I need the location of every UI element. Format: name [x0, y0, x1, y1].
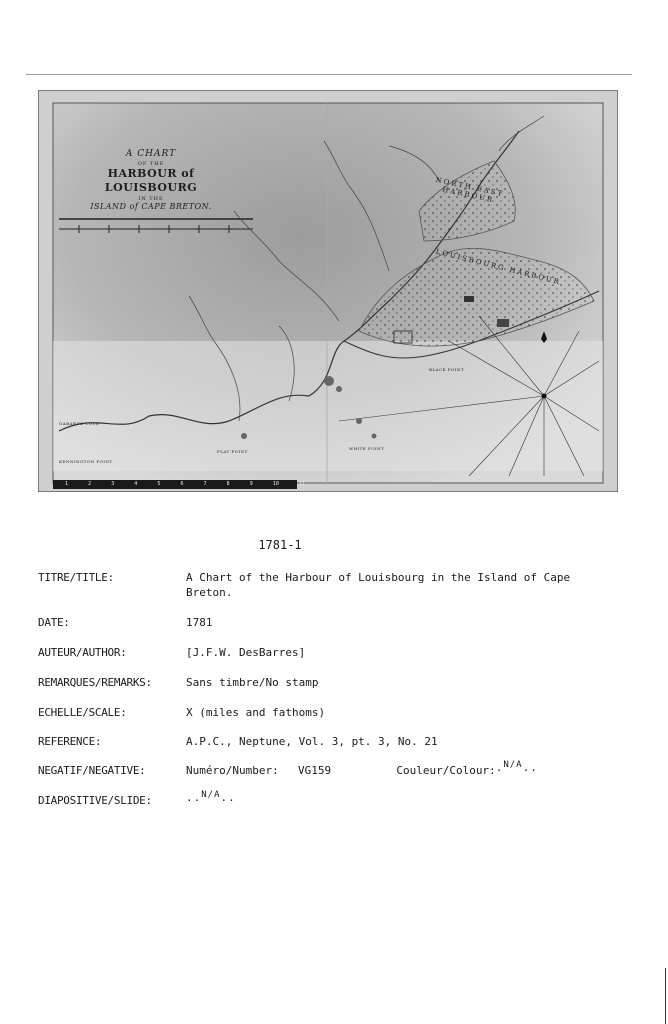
slide-value: N/A — [201, 790, 221, 800]
field-key: TITRE/TITLE: — [38, 571, 114, 584]
map-title-cartouche — [61, 149, 241, 213]
map-title-line: ISLAND of CAPE BRETON. — [90, 202, 212, 212]
ruler-number: 9 — [249, 481, 253, 487]
field-value: 1781 — [186, 616, 213, 629]
field-key: DATE: — [38, 616, 70, 629]
field-value: Sans timbre/No stamp — [186, 676, 319, 689]
map-label-louisbourg-harbour: LOUISBOURG HARBOUR — [434, 247, 562, 287]
field-value: A Chart of the Harbour of Louisbourg in the Island of Cape Breton. — [186, 571, 571, 599]
field-value — [186, 790, 586, 810]
ruler-number: 5 — [157, 481, 161, 487]
catalog-number: 1781-1 — [258, 538, 302, 552]
map-label-white-point: WHITE POINT — [349, 446, 385, 451]
negative-number-label: Numéro/Number: — [186, 764, 279, 777]
map-label-flat-point: FLAT POINT — [217, 449, 248, 454]
field-key: ECHELLE/SCALE: — [38, 706, 127, 719]
top-rule — [26, 74, 632, 75]
field-value: [J.F.W. DesBarres] — [186, 646, 306, 659]
map-title-line: IN THE — [138, 195, 164, 202]
map-label-north-east-harbour: NORTH EAST HARBOUR — [434, 175, 505, 205]
map-title-line: HARBOUR of LOUISBOURG — [104, 167, 198, 195]
ruler-number: 7 — [203, 481, 207, 487]
negative-number-value: VG159 — [297, 764, 332, 777]
map-label-kennington-point: KENNINGTON POINT — [59, 459, 113, 464]
page-edge-mark — [665, 968, 666, 1024]
field-value: X (miles and fathoms) — [186, 706, 326, 719]
field-key: NEGATIF/NEGATIVE: — [38, 764, 146, 777]
map-title-line: A CHART — [125, 149, 177, 159]
dotted-leader: ··$^{N/A}$·· — [186, 790, 236, 807]
map-label-gabarus-cove: GABARUS COVE — [59, 421, 100, 426]
negative-colour-label: Couleur/Colour: — [396, 764, 496, 777]
ruler-number: 1 — [65, 481, 69, 487]
field-value: A.P.C., Neptune, Vol. 3, pt. 3, No. 21 — [186, 735, 438, 748]
ruler-number: 8 — [226, 481, 230, 487]
map-label-black-point: BLACK POINT — [429, 367, 465, 372]
field-key: AUTEUR/AUTHOR: — [38, 646, 127, 659]
dotted-leader: ·$^{N/A}$·· — [495, 760, 538, 777]
photo-ruler-numbers — [65, 480, 305, 489]
ruler-number: 2 — [88, 481, 92, 487]
negative-colour-value: N/A — [503, 760, 523, 770]
ruler-number: 6 — [180, 481, 184, 487]
field-value — [186, 760, 586, 780]
ruler-number: 3 — [111, 481, 115, 487]
field-key: DIAPOSITIVE/SLIDE: — [38, 794, 152, 807]
ruler-number: 4 — [134, 481, 138, 487]
map-photograph — [38, 90, 618, 492]
field-key: REMARQUES/REMARKS: — [38, 676, 152, 689]
ruler-number: 10 — [272, 481, 279, 487]
ruler-number: 11 — [298, 481, 305, 487]
map-title-line: OF THE — [137, 160, 165, 167]
field-key: REFERENCE: — [38, 735, 102, 748]
